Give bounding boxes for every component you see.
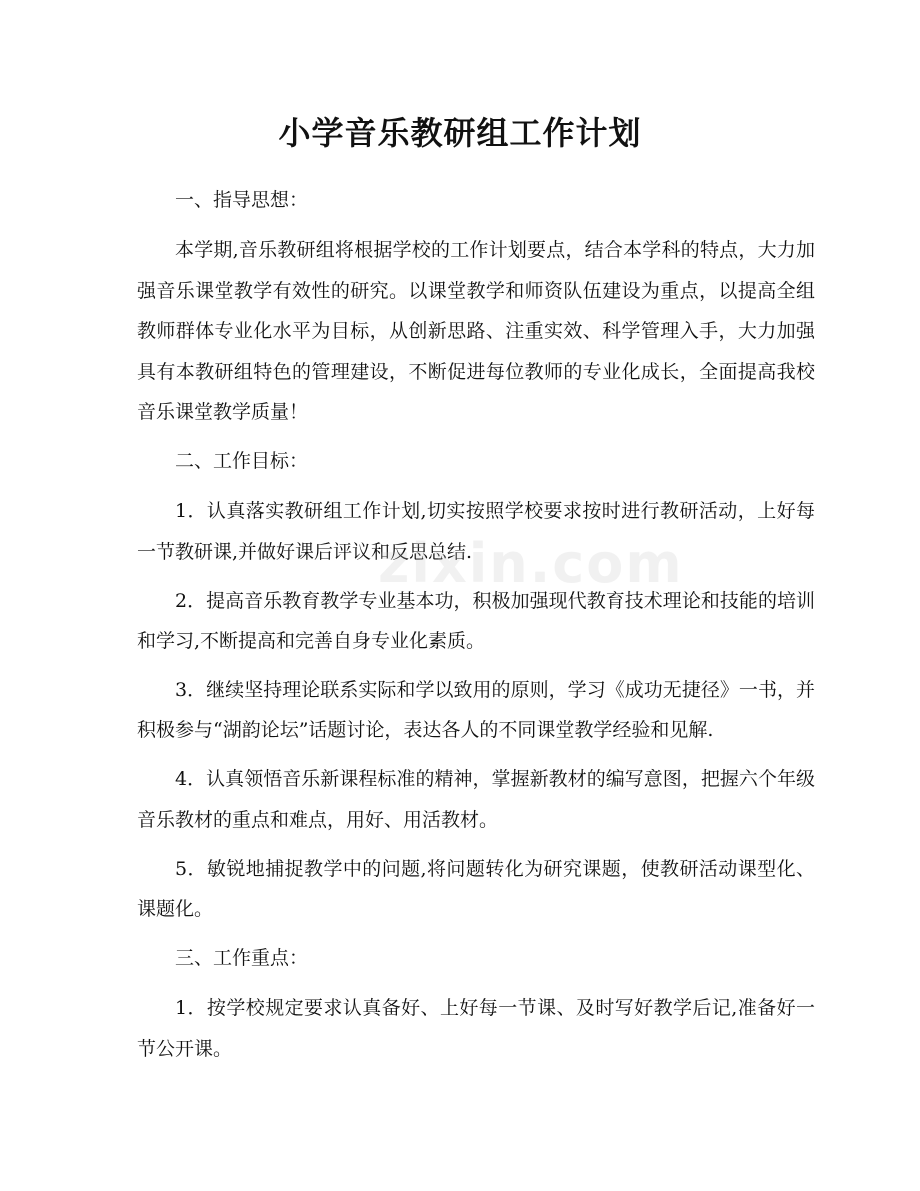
goal-item-2: 2．提高音乐教育教学专业基本功，积极加强现代教育技术理论和技能的培训和学习,不断提高和完善自身专业化素质。	[137, 589, 815, 653]
goal-item-1: 1．认真落实教研组工作计划,切实按照学校要求按时进行教研活动，上好每一节教研课,并做好课后评议和反思总结.	[137, 500, 815, 563]
section-heading-work-focus: 三、工作重点：	[175, 946, 309, 969]
goal-item-4: 4．认真领悟音乐新课程标准的精神，掌握新教材的编写意图，把握六个年级音乐教材的重点和难点，用好、用活教材。	[137, 768, 815, 831]
goal-item-5: 5．敏锐地捕捉教学中的问题,将问题转化为研究课题，使教研活动课型化、课题化。	[137, 857, 815, 920]
section-heading-guiding-thought: 一、指导思想：	[175, 189, 309, 211]
document-title: 小学音乐教研组工作计划	[278, 114, 642, 152]
focus-item-1: 1．按学校规定要求认真备好、上好每一节课、及时写好教学后记,准备好一节公开课。	[137, 997, 815, 1060]
section-heading-work-goals: 二、工作目标：	[175, 449, 309, 472]
watermark: zixin.com	[378, 532, 684, 595]
paragraph-guiding-thought: 本学期,音乐教研组将根据学校的工作计划要点，结合本学科的特点，大力加强音乐课堂教学有效性的研究。以课堂教学和师资队伍建设为重点，以提高全组教师群体专业化水平为目标，从创新思路、注重实效、科学管理入手，大力加强具有本教研组特色的管理建设，不断促进每位教师的专业化成长，全面提高我校音乐课堂教学质量！	[137, 239, 815, 424]
document-body	[137, 180, 815, 1078]
goal-item-3: 3．继续坚持理论联系实际和学以致用的原则，学习《成功无捷径》一书，并积极参与“湖韵论坛”话题讨论，表达各人的不同课堂教学经验和见解.	[137, 678, 815, 742]
